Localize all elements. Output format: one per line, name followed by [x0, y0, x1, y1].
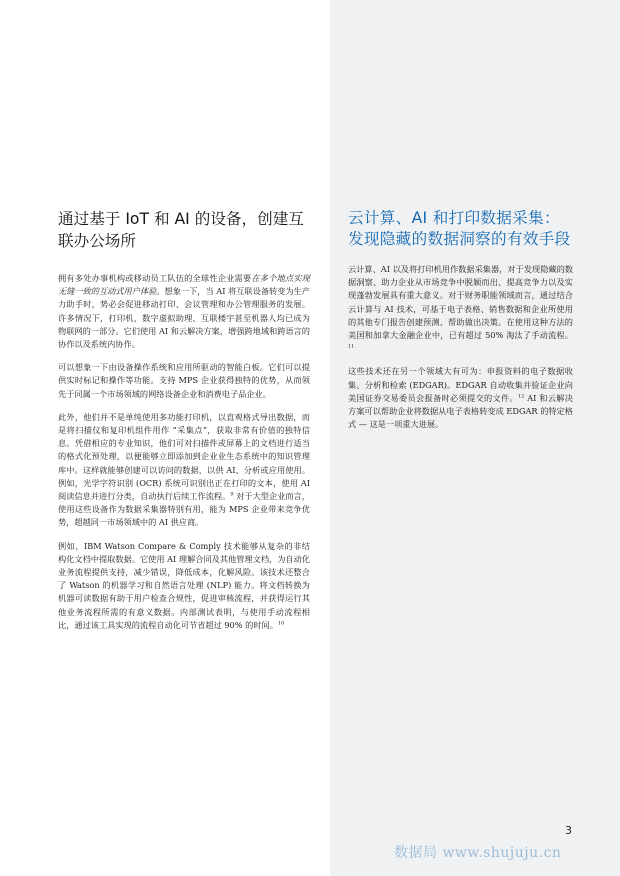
right-column: [348, 208, 573, 441]
right-paragraph-1: [348, 263, 573, 355]
text-run: 这些技术还在另一个领域大有可为：申报资料的电子数据收集、分析和检索 (EDGAR)。EDGAR 自动收集并验证企业向美国证券交易委员会报备时必须提交的文件。: [348, 366, 573, 403]
right-heading: 云计算、AI 和打印数据采集：发现隐藏的数据洞察的有效手段: [348, 209, 571, 248]
footnote-ref: 9: [230, 491, 234, 498]
text-run: 此外，他们并不是单纯使用多功能打印机，以直观格式导出数据，而是将扫描仪和复印机组件用作 “采集点”，获取非常有价值的独特信息。凭借相应的专业知识，他们可对扫描件或屏幕上的文档进行适当的格式化预处理，以便能够立即添加到企业业生态系统中的知识管理库中。这样就能够创建可以访问的数据，以供 AI、分析或应用使用。例如，光学字符识别 (OCR) 系统可识别出正在打印的文本，使用 AI 阅读信息并进行分类，自动执行后续工作流程。: [58, 411, 310, 502]
text-run: 对于大型企业而言，使用这些设备作为数据采集器特别有用，能为 MPS 企业带来竞争优势，超越同一市场领域中的 AI 供应商。: [58, 491, 310, 528]
footnote-ref: 12: [517, 393, 525, 400]
left-paragraph-4: [58, 540, 310, 632]
left-paragraph-2: 可以想象一下由设备操作系统和应用所驱动的智能白板。它们可以提供实时标记和操作等功能。支持 MPS 企业获得独特的优势，从而领先于同属一个市场领域的网络设备企业和消费电子品企业。: [58, 362, 310, 399]
text-run: 。想象一下，当 AI 将互联设备转变为生产力助手时，势必会促进移动打印、会议管理和办公管理服务的发展。许多情况下，打印机、数字虚拟助理、互联楼宇甚至机器人均已成为物联网的一部分。它们使用 AI 和云解决方案，增强跨地域和跨语言的协作以及系统内协作。: [58, 286, 310, 350]
text-run: 拥有多处办事机构或移动员工队伍的全球性企业需要: [58, 273, 252, 283]
left-paragraph-1: [58, 272, 310, 351]
emphasis-text: 在多个地点实现无缝一致的互动式用户体验: [58, 273, 310, 297]
left-column: [58, 208, 310, 642]
text-run: 例如，IBM Watson Compare & Comply 技术能够从复杂的非结构化文档中提取数据。它使用 AI 理解合同及其他管理文档，为自动化业务流程提供支持，减少错误，降低成本，化解风险。该技术还整合了 Watson 的机器学习和自然语言处理 (NLP) 能力。将文档转换为机器可读数据有助于用户检查合规性，促进审核流程，并获得运行其他业务流程所需的有意义数据。内部测试表明，与使用手动流程相比，通过该工具实现的流程自动化可节省超过 90% 的时间。: [58, 540, 310, 630]
text-run: AI 和云解决方案可以帮助企业将数据从电子表格转变成 EDGAR 的特定格式 — 这是一项重大进展。: [348, 392, 573, 430]
footnote-ref: 10: [277, 620, 285, 627]
page-number: 3: [565, 824, 572, 837]
text-run: 云计算、AI 以及将打印机用作数据采集器，对于发现隐藏的数据洞察、助力企业从市场竞争中脱颖而出、提高竞争力以及实现蓬勃发展具有重大意义。对于财务职能领域而言，通过结合云计算与 AI 技术，可基于电子表格、销售数据和企业所使用的其他专门报告创建预测、帮助做出决策。在使用这种方法的美国和加拿大金融企业中，已有超过 50% 淘汰了手动流程。: [348, 264, 573, 341]
right-paragraph-2: [348, 365, 573, 431]
left-paragraph-3: [58, 411, 310, 530]
footnote-ref: 11: [348, 343, 355, 350]
left-heading: 通过基于 IoT 和 AI 的设备，创建互联办公场所: [58, 210, 304, 250]
watermark: 数据局 www.shujuju.cn: [394, 845, 562, 861]
